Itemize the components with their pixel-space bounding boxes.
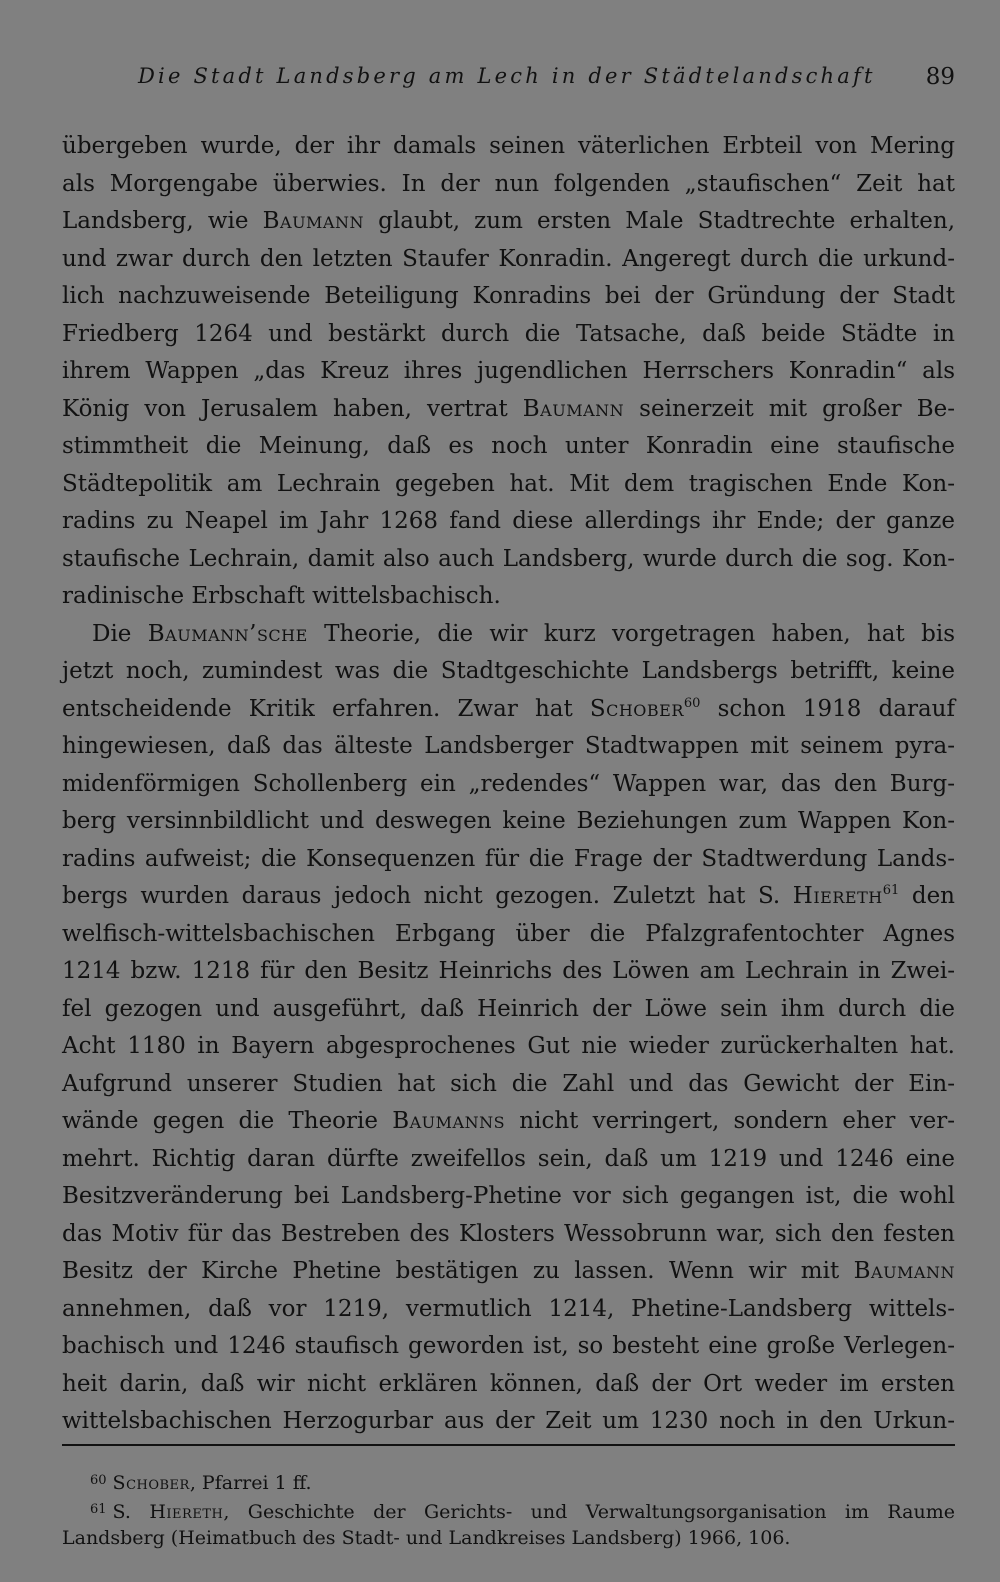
author-name: Hiereth [792,883,883,909]
author-name: Baumann’sche [147,620,308,647]
text-line: fel gezogen und ausgeführt, daß Heinrich der Löwe sein ihm durch die [62,995,955,1022]
footnote-ref: 60 [683,695,701,711]
text-line: lich nachzuweisende Beteiligung Konradins bei der Gründung der Stadt [62,283,955,309]
text-line: midenförmigen Schollenberg ein „redendes“ Wappen war, das den Burg- [62,770,955,797]
text-line: das Motiv für das Bestreben des Klosters Wessobrunn war, sich den festen [62,1220,955,1247]
footnotes [62,1466,955,1553]
text-line: radins aufweist; die Konsequenzen für die Frage der Stadtwerdung Lands- [62,845,955,872]
text-line: 1214 bzw. 1218 für den Besitz Heinrichs des Löwen am Lechrain in Zwei- [62,958,955,984]
page-number: 89 [925,64,955,90]
text-line: Landsberg, wie Baumann glaubt, zum ersten Male Stadtrechte erhalten, [62,208,956,234]
running-head [62,64,955,104]
text-line: heit darin, daß wir nicht erklären können, daß der Ort weder im ersten [62,1370,955,1397]
text-line: radinische Erbschaft wittelsbachisch. [62,583,501,609]
body-text [62,128,955,1441]
text-line: Städtepolitik am Lechrain gegeben hat. Mit dem tragischen Ende Kon- [62,470,955,497]
author-name: Schober [589,695,684,722]
text-line: staufische Lechrain, damit also auch Landsberg, wurde durch die sog. Kon- [62,545,955,572]
text-line: radins zu Neapel im Jahr 1268 fand diese allerdings ihr Ende; der ganze [62,508,955,534]
text-line: als Morgengabe überwies. In der nun folgenden „staufischen“ Zeit hat [62,170,955,197]
text-line: bergs wurden daraus jedoch nicht gezogen. Zuletzt hat S. Hiereth$^{61}$ den [62,883,955,909]
footnote-61: $^{61}$ S. Hiereth, Geschichte der Gerichts- und Verwaltungsorganisation im Raume [90,1501,955,1523]
text-line: stimmtheit die Meinung, daß es noch unter Konradin eine staufische [62,433,955,459]
text-line: jetzt noch, zumindest was die Stadtgeschichte Landsbergs betrifft, keine [62,658,955,684]
text-line: wände gegen die Theorie Baumanns nicht verringert, sondern eher ver- [62,1108,955,1134]
footnote-rule [62,1444,955,1446]
text-line: Friedberg 1264 und bestärkt durch die Tatsache, daß beide Städte in [62,320,955,347]
text-line: übergeben wurde, der ihr damals seinen väterlichen Erbteil von Mering [62,133,955,159]
author-name: Schober [112,1472,190,1494]
footnote-60: $^{60}$ Schober, Pfarrei 1 ff. [90,1472,312,1494]
text-line: berg versinnbildlicht und deswegen keine Beziehungen zum Wappen Kon- [62,808,955,834]
text-line: wittelsbachischen Herzogurbar aus der Zeit um 1230 noch in den Urkun- [62,1408,955,1434]
footnote-number: 60 [90,1473,107,1488]
text-line: Acht 1180 in Bayern abgesprochenes Gut nie wieder zurückerhalten hat. [62,1033,955,1059]
footnote-number: 61 [90,1502,107,1517]
text-line: mehrt. Richtig daran dürfte zweifellos sein, daß um 1219 und 1246 eine [62,1145,955,1172]
text-line: Besitz der Kirche Phetine bestätigen zu lassen. Wenn wir mit Baumann [62,1258,955,1284]
author-name: Baumann [522,395,625,422]
text-line: und zwar durch den letzten Staufer Konradin. Angeregt durch die urkund- [62,245,955,272]
text-line: Aufgrund unserer Studien hat sich die Zahl und das Gewicht der Ein- [62,1070,955,1097]
author-name: Baumann [853,1258,955,1284]
author-name: Baumanns [392,1108,506,1134]
text-line: hingewiesen, daß das älteste Landsberger Stadtwappen mit seinem pyra- [62,733,955,759]
author-name: Baumann [262,208,364,234]
running-title: Die Stadt Landsberg am Lech in der Städtelandschaft [138,64,876,88]
footnote-ref: 61 [882,883,900,898]
text-line: Die Baumann’sche Theorie, die wir kurz vorgetragen haben, hat bis [92,620,955,647]
author-name: Hiereth [149,1501,224,1523]
text-line: König von Jerusalem haben, vertrat Baumann seinerzeit mit großer Be- [62,395,955,422]
text-line: ihrem Wappen „das Kreuz ihres jugendlichen Herrschers Konradin“ als [62,358,955,384]
text-line: bachisch und 1246 staufisch geworden ist, so besteht eine große Verlegen- [62,1333,955,1359]
footnote-61-continuation: Landsberg (Heimatbuch des Stadt- und Landkreises Landsberg) 1966, 106. [62,1527,791,1549]
text-line: entscheidende Kritik erfahren. Zwar hat Schober$^{60}$ schon 1918 darauf [62,695,955,722]
text-line: annehmen, daß vor 1219, vermutlich 1214, Phetine-Landsberg wittels- [62,1295,955,1322]
text-line: Besitzveränderung bei Landsberg-Phetine vor sich gegangen ist, die wohl [62,1183,955,1209]
text-line: welfisch-wittelsbachischen Erbgang über die Pfalzgrafentochter Agnes [62,920,955,947]
